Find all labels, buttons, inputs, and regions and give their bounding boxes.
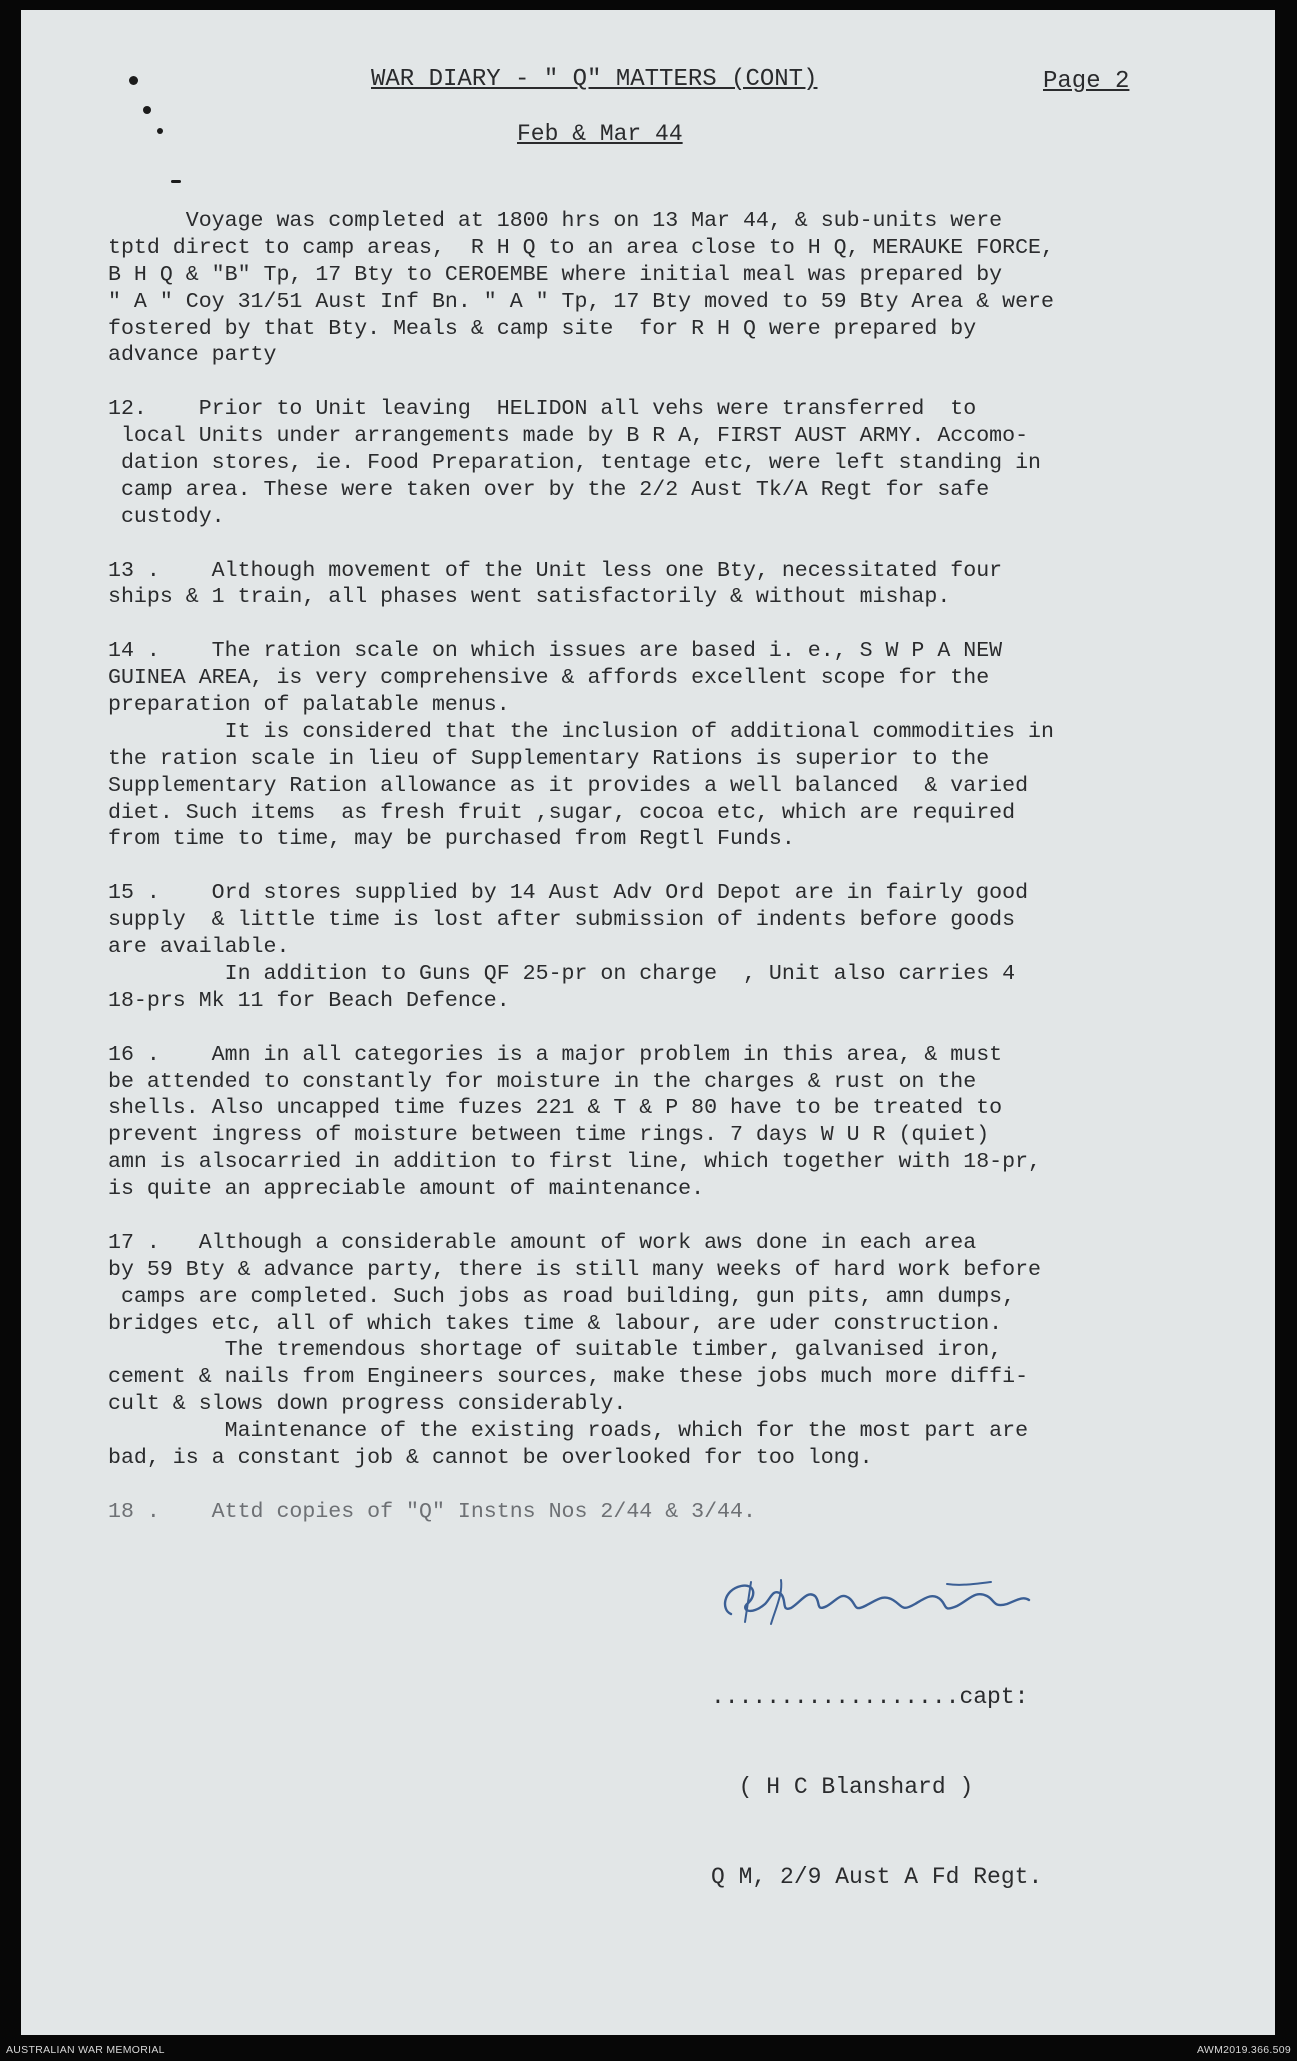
body-text-line: GUINEA AREA, is very comprehensive & affords excellent scope for the: [108, 666, 990, 691]
body-text-line: Supplementary Ration allowance as it provides a well balanced & varied: [108, 773, 1029, 798]
body-text-line: diet. Such items as fresh fruit ,sugar, cocoa etc, which are required: [108, 800, 1016, 825]
body-text-line: from time to time, may be purchased from Regtl Funds.: [108, 827, 795, 852]
body-text-line: camps are completed. Such jobs as road building, gun pits, amn dumps,: [108, 1284, 1016, 1309]
ink-smudge: [129, 76, 138, 85]
body-text-line: ships & 1 train, all phases went satisfactorily & without mishap.: [108, 585, 951, 610]
body-text-line: preparation of palatable menus.: [108, 693, 510, 718]
paragraph-gap: [108, 1203, 1188, 1230]
paragraph-gap: [108, 369, 1188, 396]
paragraph-gap: [108, 611, 1188, 638]
body-text-line: The tremendous shortage of suitable timber, galvanised iron,: [108, 1338, 1003, 1363]
body-text-line: 14 . The ration scale on which issues are based i. e., S W P A NEW: [108, 639, 1003, 664]
body-text-line: 18 . Attd copies of "Q" Instns Nos 2/44 & 3/44.: [108, 1499, 756, 1524]
document-page: [21, 10, 1275, 2035]
body-text-line: camp area. These were taken over by the 2/2 Aust Tk/A Regt for safe: [108, 477, 990, 502]
body-text-line: B H Q & "B" Tp, 17 Bty to CEROEMBE where initial meal was prepared by: [108, 262, 1003, 287]
body-text-line: tptd direct to camp areas, R H Q to an area close to H Q, MERAUKE FORCE,: [108, 235, 1054, 260]
body-text-line: the ration scale in lieu of Supplementary Rations is superior to the: [108, 746, 990, 771]
body-text-line: shells. Also uncapped time fuzes 221 & T & P 80 have to be treated to: [108, 1096, 1003, 1121]
footer-accession-number: AWM2019.366.509: [1196, 2044, 1291, 2056]
body-text-line: prevent ingress of moisture between time rings. 7 days W U R (quiet): [108, 1123, 990, 1148]
body-text-line: supply & little time is lost after submission of indents before goods: [108, 908, 1016, 933]
body-text-line: is quite an appreciable amount of maintenance.: [108, 1177, 705, 1202]
body-text-line: local Units under arrangements made by B R A, FIRST AUST ARMY. Accomo-: [108, 424, 1029, 449]
body-text-line: 17 . Although a considerable amount of work aws done in each area: [108, 1230, 977, 1255]
paragraph-gap: [108, 1472, 1188, 1499]
paragraph-gap: [108, 853, 1188, 880]
body-text-line: Maintenance of the existing roads, which for the most part are: [108, 1419, 1029, 1444]
document-date-subtitle: Feb & Mar 44: [517, 121, 683, 147]
signature-dots-line: ..................capt:: [711, 1684, 1029, 1710]
ink-smudge: [171, 180, 181, 183]
signature-block: [711, 1622, 1042, 1952]
body-text-line: It is considered that the inclusion of additional commodities in: [108, 719, 1054, 744]
svg-text:GHC Blanshard: GHC Blanshard: [711, 1557, 814, 1574]
body-text-line: In addition to Guns QF 25-pr on charge , Unit also carries 4: [108, 961, 1016, 986]
paragraph-gap: [108, 531, 1188, 558]
body-text-line: by 59 Bty & advance party, there is still many weeks of hard work before: [108, 1257, 1042, 1282]
body-text-line: fostered by that Bty. Meals & camp site for R H Q were prepared by: [108, 316, 977, 341]
body-text-line: custody.: [108, 504, 225, 529]
body-text-line: 12. Prior to Unit leaving HELIDON all vehs were transferred to: [108, 397, 977, 422]
document-title: WAR DIARY - " Q" MATTERS (CONT): [371, 66, 818, 93]
body-text-line: 15 . Ord stores supplied by 14 Aust Adv Ord Depot are in fairly good: [108, 881, 1029, 906]
body-text-line: be attended to constantly for moisture in the charges & rust on the: [108, 1069, 977, 1094]
body-text-line: are available.: [108, 935, 290, 960]
body-text-line: Voyage was completed at 1800 hrs on 13 Mar 44, & sub-units were: [108, 209, 1003, 233]
body-text-line: bad, is a constant job & cannot be overlooked for too long.: [108, 1445, 873, 1470]
signatory-name: ( H C Blanshard ): [711, 1774, 974, 1800]
body-text-line: amn is alsocarried in addition to first line, which together with 18-pr,: [108, 1150, 1042, 1175]
document-body: [108, 208, 1188, 1526]
paragraph-gap: [108, 1015, 1188, 1042]
body-text-line: 18-prs Mk 11 for Beach Defence.: [108, 988, 510, 1013]
ink-smudge: [157, 128, 163, 134]
ink-smudge: [143, 106, 151, 114]
handwritten-signature: [711, 1557, 1041, 1630]
body-text-line: advance party: [108, 343, 277, 368]
signatory-unit: Q M, 2/9 Aust A Fd Regt.: [711, 1864, 1043, 1890]
footer-institution-label: AUSTRALIAN WAR MEMORIAL: [6, 2044, 165, 2056]
footer-bar: [0, 2035, 1297, 2061]
body-text-line: 13 . Although movement of the Unit less one Bty, necessitated four: [108, 558, 1003, 583]
body-text-line: cult & slows down progress considerably.: [108, 1392, 627, 1417]
body-text-line: bridges etc, all of which takes time & labour, are uder construction.: [108, 1311, 1003, 1336]
body-text-line: dation stores, ie. Food Preparation, tentage etc, were left standing in: [108, 451, 1042, 476]
body-text-line: " A " Coy 31/51 Aust Inf Bn. " A " Tp, 17 Bty moved to 59 Bty Area & were: [108, 289, 1054, 314]
body-text-line: cement & nails from Engineers sources, make these jobs much more diffi-: [108, 1365, 1029, 1390]
page-number-label: Page 2: [1043, 68, 1130, 95]
body-text-line: 16 . Amn in all categories is a major problem in this area, & must: [108, 1042, 1003, 1067]
